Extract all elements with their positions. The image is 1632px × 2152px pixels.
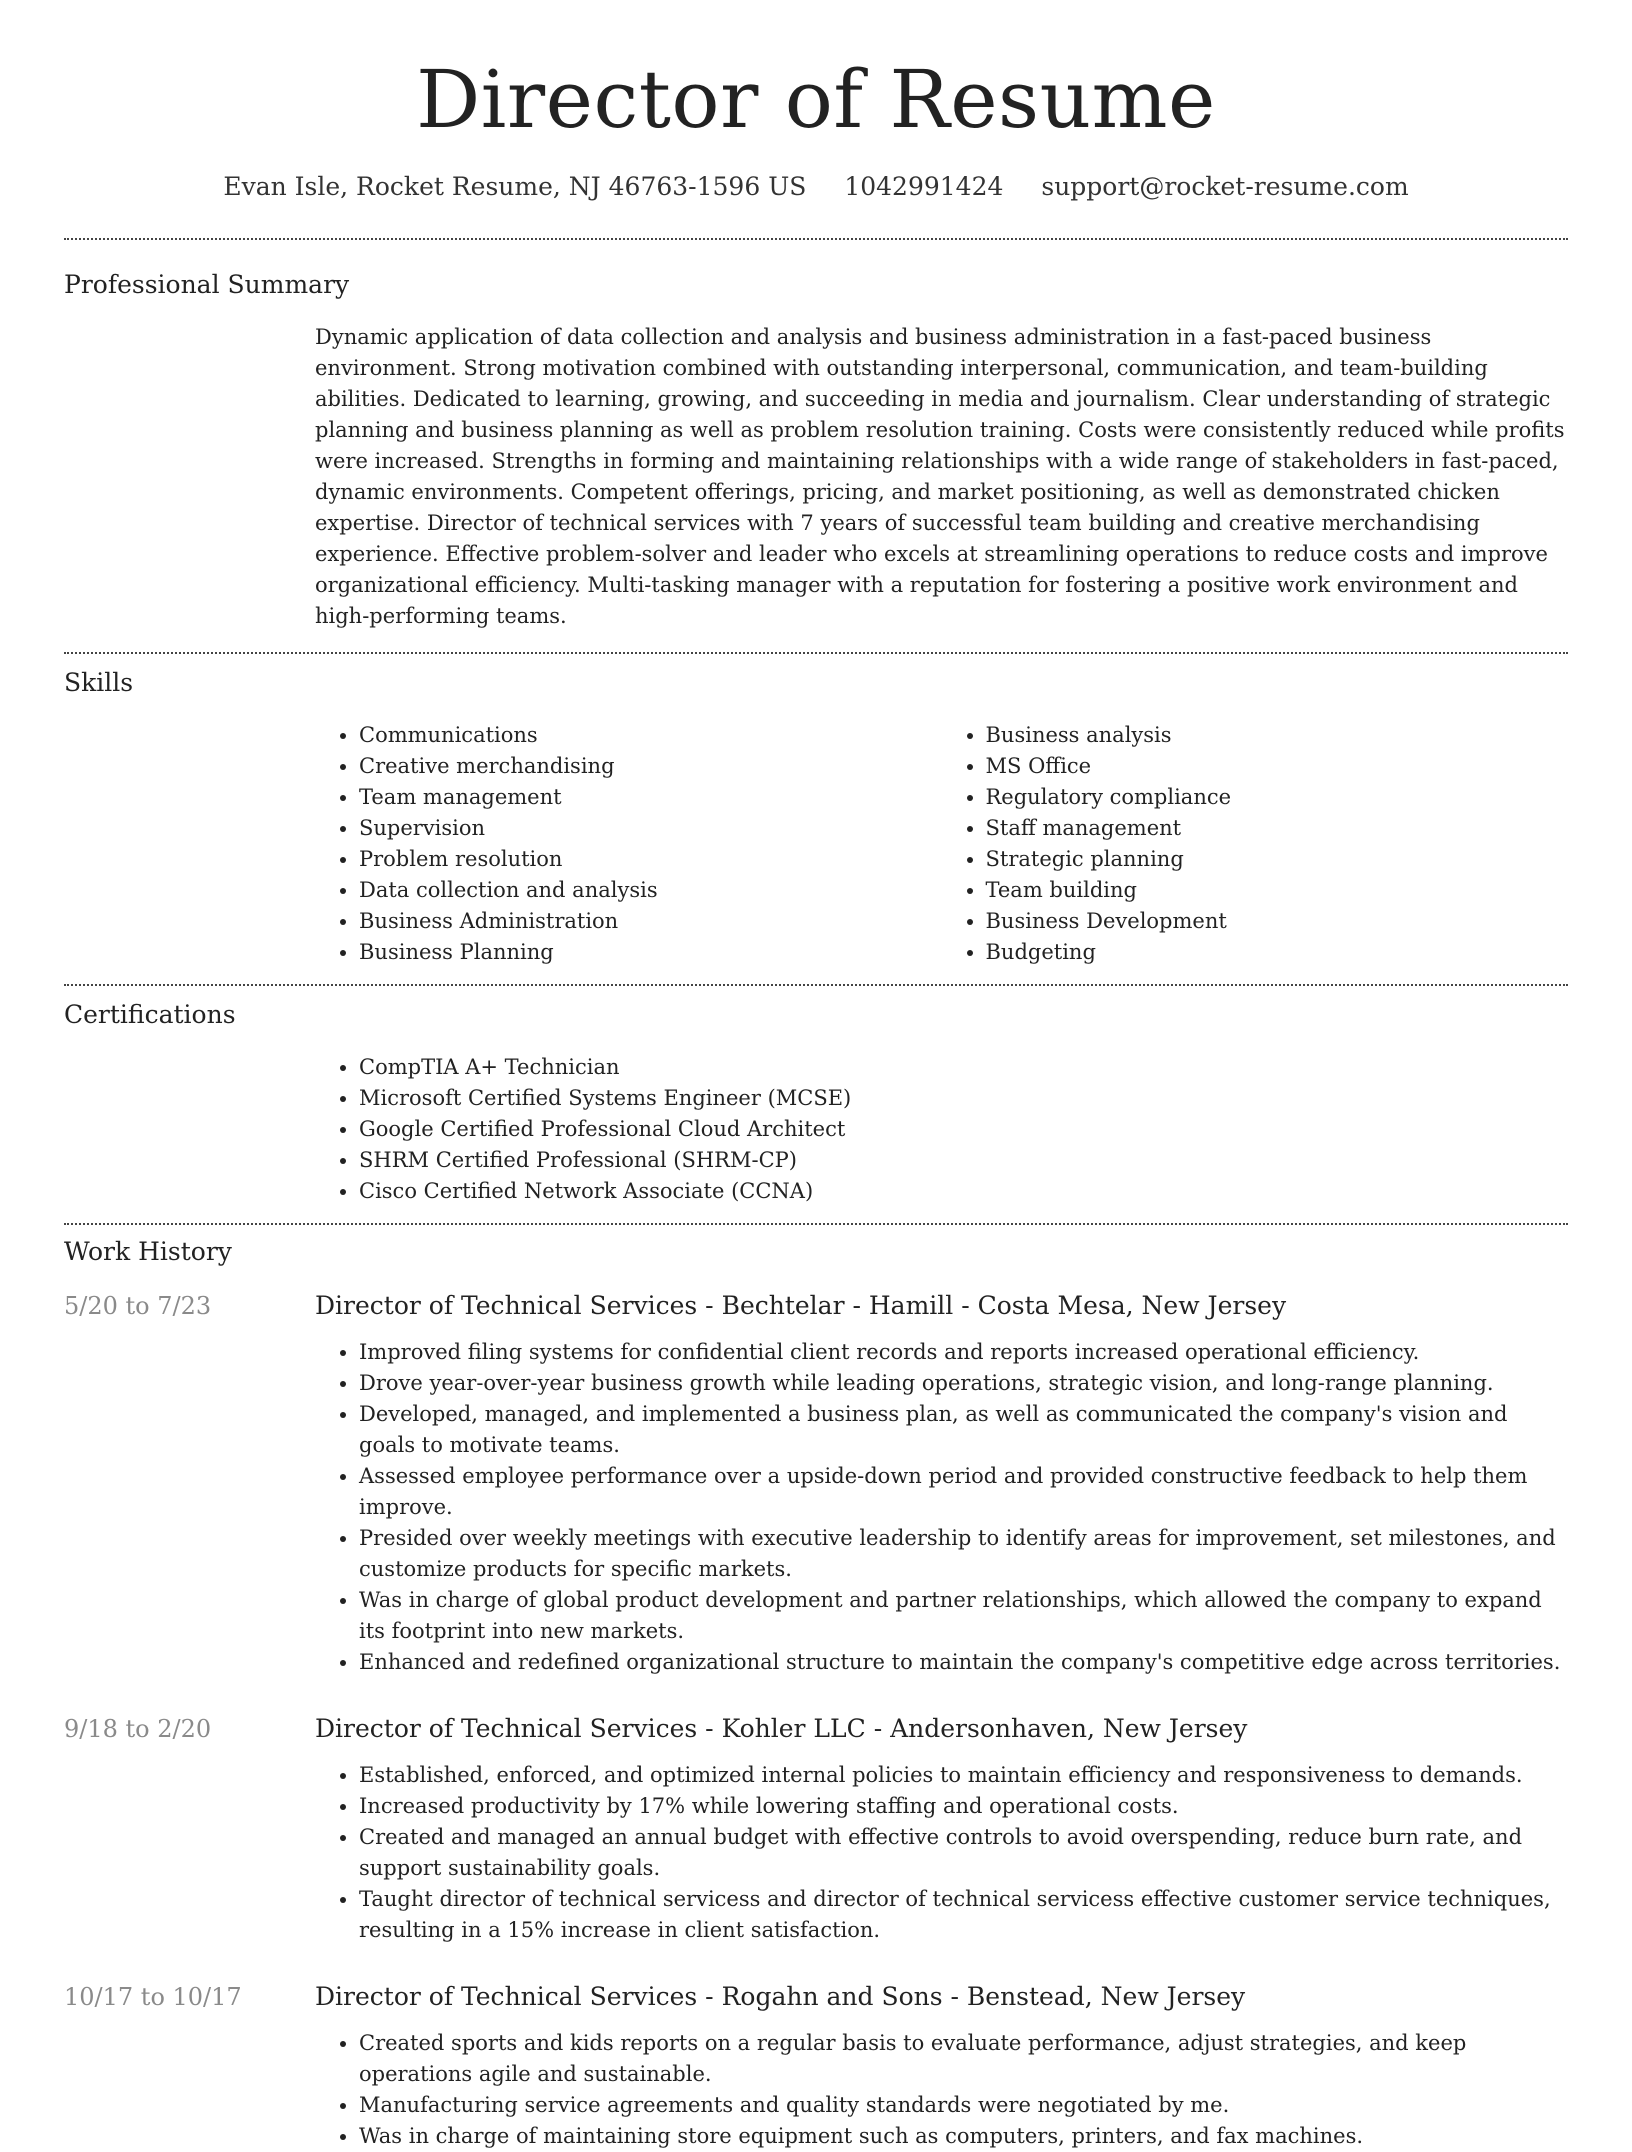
job-bullet: • Taught director of technical servicess and director of technical servicess effective customer service techniques, resulting in a 15% increase in client satisfaction. — [359, 1884, 1568, 1946]
resume-name: Director of Resume — [416, 53, 1216, 146]
skills-list-right — [942, 720, 1569, 968]
job-details — [315, 1980, 1568, 2152]
contact-email[interactable]: support@rocket-resume.com — [1041, 172, 1409, 201]
certifications-title: Certifications — [64, 1000, 236, 1029]
skill-item: • Creative merchandising — [359, 751, 942, 782]
job-bullet: • Developed, managed, and implemented a business plan, as well as communicated the company's vision and goals to motivate teams. — [359, 1399, 1568, 1461]
skill-item: • Business analysis — [986, 720, 1569, 751]
job-entry — [64, 1712, 1568, 1946]
job-bullet: • Enhanced and redefined organizational structure to maintain the company's competitive edge across territories. — [359, 1647, 1568, 1678]
job-details — [315, 1289, 1568, 1678]
skill-item: • Strategic planning — [986, 844, 1569, 875]
job-bullets — [315, 1337, 1568, 1678]
job-bullet: • Was in charge of maintaining store equipment such as computers, printers, and fax machines. — [359, 2121, 1568, 2152]
skills-section — [64, 654, 1568, 968]
skills-title: Skills — [64, 668, 134, 697]
skill-item: • Business Development — [986, 906, 1569, 937]
contact-phone: 1042991424 — [844, 172, 1004, 201]
job-entry — [64, 1980, 1568, 2152]
skills-body — [315, 720, 1568, 968]
summary-section — [64, 240, 1568, 632]
summary-title: Professional Summary — [64, 270, 350, 299]
certification-item: • Microsoft Certified Systems Engineer (MCSE) — [359, 1083, 1568, 1114]
job-title: Director of Technical Services - Kohler LLC - Andersonhaven, New Jersey — [315, 1714, 1248, 1743]
contact-address: Evan Isle, Rocket Resume, NJ 46763-1596 US — [223, 172, 807, 201]
job-bullet: • Assessed employee performance over a upside-down period and provided constructive feedback to help them improve. — [359, 1461, 1568, 1523]
job-dates: 5/20 to 7/23 — [64, 1292, 212, 1320]
job-entry — [64, 1289, 1568, 1678]
skill-item: • Problem resolution — [359, 844, 942, 875]
skill-item: • Team management — [359, 782, 942, 813]
job-bullet: • Was in charge of global product development and partner relationships, which allowed the company to expand its footprint into new markets. — [359, 1585, 1568, 1647]
skill-item: • Budgeting — [986, 937, 1569, 968]
job-bullet: • Established, enforced, and optimized internal policies to maintain efficiency and responsiveness to demands. — [359, 1760, 1568, 1791]
job-bullet: • Created sports and kids reports on a regular basis to evaluate performance, adjust strategies, and keep operations agile and sustainable. — [359, 2028, 1568, 2090]
job-title: Director of Technical Services - Rogahn and Sons - Benstead, New Jersey — [315, 1982, 1246, 2011]
skill-item: • MS Office — [986, 751, 1569, 782]
skill-item: • Staff management — [986, 813, 1569, 844]
job-title: Director of Technical Services - Bechtelar - Hamill - Costa Mesa, New Jersey — [315, 1291, 1287, 1320]
contact-line — [64, 170, 1568, 204]
job-dates: 10/17 to 10/17 — [64, 1983, 242, 2011]
job-bullet: • Improved filing systems for confidential client records and reports increased operational efficiency. — [359, 1337, 1568, 1368]
certifications-section — [64, 986, 1568, 1207]
job-bullet: • Created and managed an annual budget with effective controls to avoid overspending, reduce burn rate, and support sustainability goals. — [359, 1822, 1568, 1884]
certification-item: • Cisco Certified Network Associate (CCNA) — [359, 1176, 1568, 1207]
work-title: Work History — [64, 1237, 232, 1266]
job-bullet: • Drove year-over-year business growth while leading operations, strategic vision, and long-range planning. — [359, 1368, 1568, 1399]
job-bullet: • Presided over weekly meetings with executive leadership to identify areas for improvement, set milestones, and customize products for specific markets. — [359, 1523, 1568, 1585]
certification-item: • CompTIA A+ Technician — [359, 1052, 1568, 1083]
summary-text: Dynamic application of data collection and analysis and business administration in a fast-paced business environment. Strong motivation combined with outstanding interpersonal, communication, and team-building abilities. Dedicated to learning, growing, and succeeding in media and journalism. Clear understanding of strategic planning and business planning as well as problem resolution training. Costs were consistently reduced while profits were increased. Strengths in forming and maintaining relationships with a wide range of stakeholders in fast-paced, dynamic environments. Competent offerings, pricing, and market positioning, as well as demonstrated chicken expertise. Director of technical services with 7 years of successful team building and creative merchandising experience. Effective problem-solver and leader who excels at streamlining operations to reduce costs and improve organizational efficiency. Multi-tasking manager with a reputation for fostering a positive work environment and high-performing teams. — [315, 325, 1565, 628]
certification-item: • Google Certified Professional Cloud Architect — [359, 1114, 1568, 1145]
skill-item: • Supervision — [359, 813, 942, 844]
job-dates: 9/18 to 2/20 — [64, 1715, 212, 1743]
skill-item: • Business Administration — [359, 906, 942, 937]
job-bullets — [315, 1760, 1568, 1946]
skill-item: • Data collection and analysis — [359, 875, 942, 906]
summary-body — [315, 322, 1568, 632]
skill-item: • Business Planning — [359, 937, 942, 968]
job-bullet: • Increased productivity by 17% while lowering staffing and operational costs. — [359, 1791, 1568, 1822]
certifications-body — [315, 1052, 1568, 1207]
certification-item: • SHRM Certified Professional (SHRM-CP) — [359, 1145, 1568, 1176]
skill-item: • Regulatory compliance — [986, 782, 1569, 813]
skill-item: • Team building — [986, 875, 1569, 906]
certifications-list — [315, 1052, 1568, 1207]
job-bullets — [315, 2028, 1568, 2152]
job-details — [315, 1712, 1568, 1946]
job-bullet: • Manufacturing service agreements and quality standards were negotiated by me. — [359, 2090, 1568, 2121]
work-section — [64, 1225, 1568, 2152]
skill-item: • Communications — [359, 720, 942, 751]
skills-list-left — [315, 720, 942, 968]
